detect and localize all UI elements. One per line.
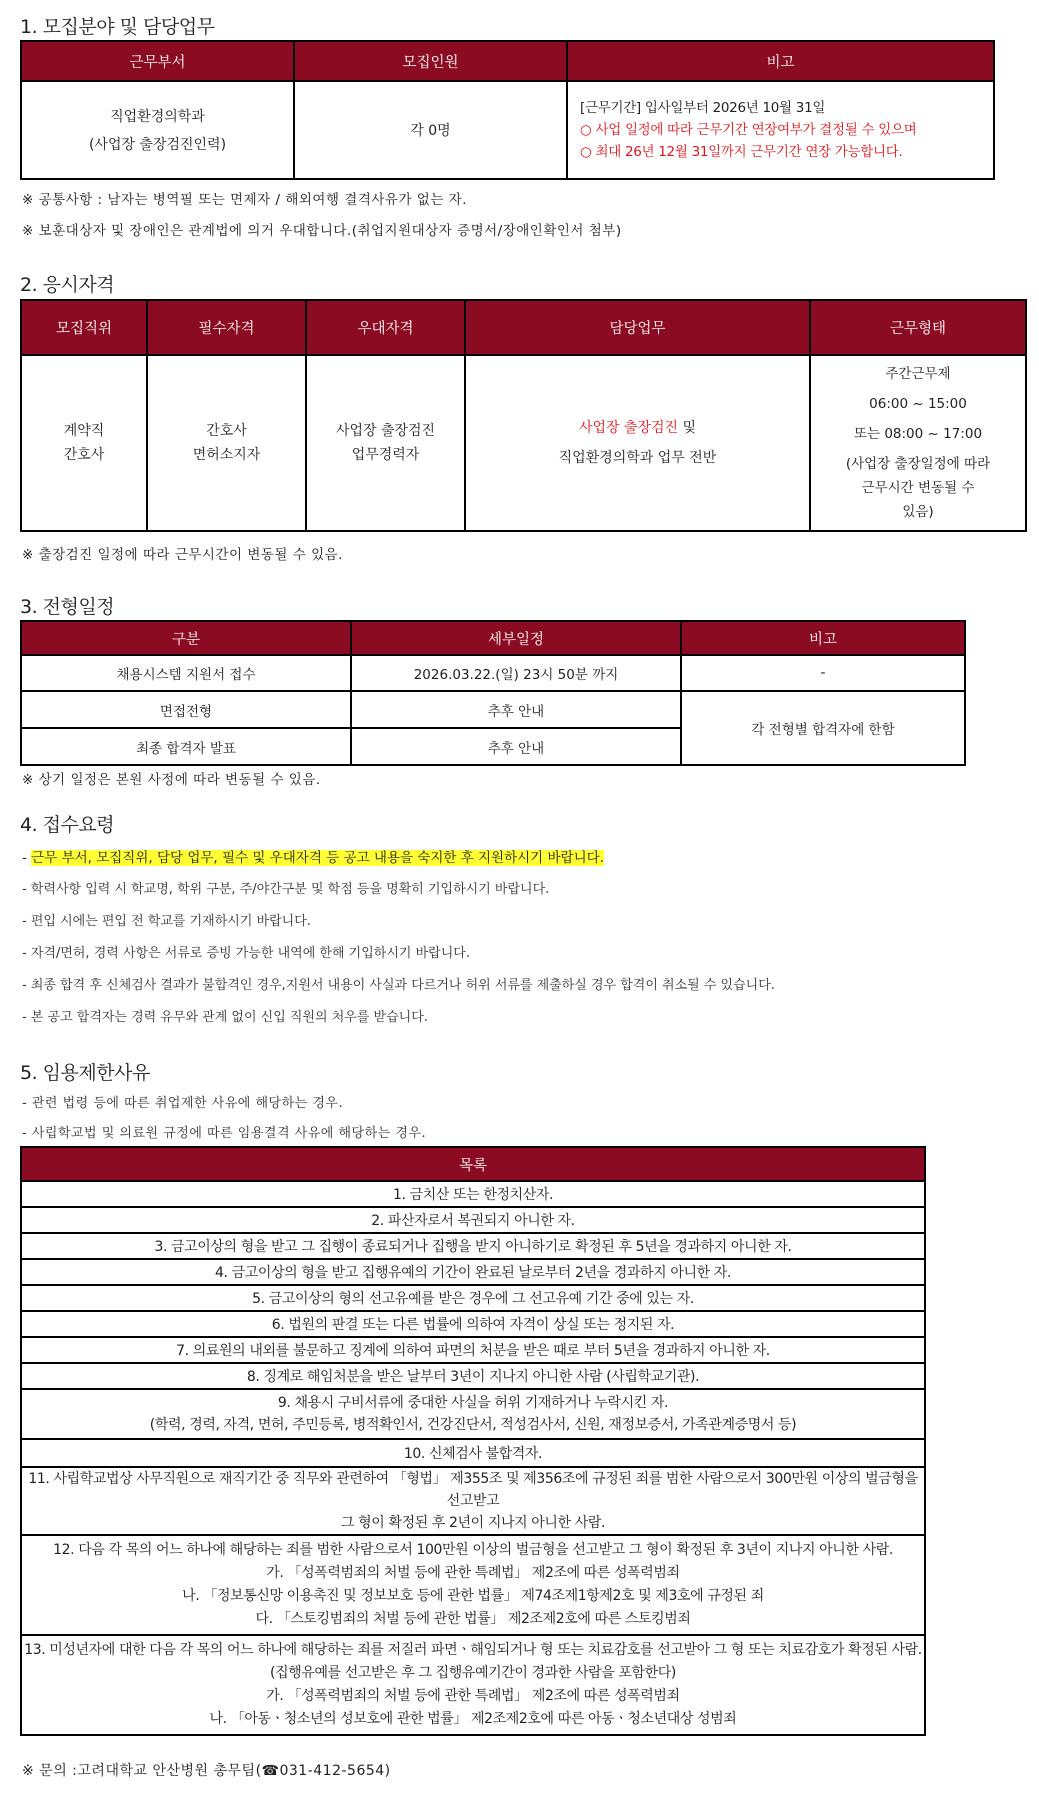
- list-item-3: 3. 금고이상의 형을 받고 그 집행이 종료되거나 집행을 받지 아니하기로 확정된 후 5년을 경과하지 아니한 자.: [21, 1233, 925, 1259]
- merged-remark: 각 전형별 합격자에 한함: [681, 691, 965, 765]
- list-item-2: 2. 파산자로서 복권되지 아니한 자.: [21, 1207, 925, 1233]
- highlight-dash: -: [22, 850, 32, 866]
- section2-table: [20, 299, 1027, 532]
- list-item-12: [21, 1535, 925, 1635]
- preferred-cell: [306, 355, 465, 531]
- list-item-12-line4: 다. 「스토킹범죄의 처벌 등에 관한 법률」 제2조제2호에 따른 스토킹범죄: [255, 1611, 691, 1627]
- list-item-11-line1: 11. 사립학교법상 사무직원으로 재직기간 중 직무와 관련하여 「형법」 제355조 및 제356조에 규정된 죄를 범한 사람으로서 300만원 이상의 벌금형을 선고받고: [28, 1471, 918, 1509]
- position-line1: 계약직: [63, 423, 105, 439]
- section5-intro1: - 관련 법령 등에 따른 취업제한 사유에 해당하는 경우.: [22, 1096, 344, 1111]
- position-line2: 간호사: [63, 447, 105, 463]
- col-header-remark3: 비고: [681, 621, 965, 655]
- col-header-position: 모집직위: [21, 300, 147, 355]
- section5-intro2: - 사립학교법 및 의료원 규정에 따른 임용결격 사유에 해당하는 경우.: [22, 1126, 427, 1141]
- highlight-text: 근무 부서, 모집직위, 담당 업무, 필수 및 우대자격 등 공고 내용을 숙지한 후 지원하시기 바랍니다.: [31, 850, 604, 866]
- section3-note: ※ 상기 일정은 본원 사정에 따라 변동될 수 있음.: [22, 772, 321, 788]
- remark-line3: ○ 최대 26년 12월 31일까지 근무기간 연장 가능합니다.: [580, 144, 903, 160]
- contact-info: ※ 문의 :고려대학교 안산병원 총무팀(☎031-412-5654): [22, 1763, 391, 1779]
- col-header-schedule: 세부일정: [351, 621, 681, 655]
- list-item-13: [21, 1635, 925, 1735]
- col-header-required: 필수자격: [147, 300, 306, 355]
- col-header-worktype: 근무형태: [810, 300, 1026, 355]
- work-line6: 있음): [902, 504, 934, 520]
- list-item-9-line1: 9. 채용시 구비서류에 중대한 사실을 허위 기재하거나 누락시킨 자.: [277, 1395, 669, 1411]
- section2-note: ※ 출장검진 일정에 따라 근무시간이 변동될 수 있음.: [22, 547, 343, 563]
- section5-title: 5. 임용제한사유: [20, 1062, 150, 1084]
- position-cell: [21, 355, 147, 531]
- list-item-1: 1. 금치산 또는 한정치산자.: [21, 1181, 925, 1207]
- restriction-list-table: [20, 1146, 926, 1736]
- row1-schedule: 2026.03.22.(일) 23시 50분 까지: [351, 655, 681, 691]
- row2-category: 면접전형: [21, 691, 351, 728]
- row1-category: 채용시스템 지원서 접수: [21, 655, 351, 691]
- duty-line1: [466, 413, 809, 443]
- required-line1: 간호사: [206, 423, 247, 439]
- list-header: 목록: [21, 1147, 925, 1181]
- section3-table: [20, 620, 966, 766]
- section1-note1: ※ 공통사항 : 남자는 병역필 또는 면제자 / 해외여행 결격사유가 없는 자.: [22, 192, 468, 208]
- list-item-6: 6. 법원의 판결 또는 다른 법률에 의하여 자격이 상실 또는 정지된 자.: [21, 1311, 925, 1337]
- list-item-4: 4. 금고이상의 형을 받고 집행유예의 기간이 완료된 날로부터 2년을 경과하지 아니한 자.: [21, 1259, 925, 1285]
- col-header-dept: 근무부서: [21, 41, 294, 81]
- list-item-13-line3: 가. 「성폭력범죄의 처벌 등에 관한 특례법」 제2조에 따른 성폭력범죄: [266, 1688, 680, 1704]
- row3-schedule: 추후 안내: [351, 728, 681, 765]
- duty-and-text: 및: [678, 420, 697, 436]
- preferred-line1: 사업장 출장검진: [335, 423, 436, 439]
- list-item-11-line2: 그 형이 확정된 후 2년이 지나지 아니한 사람.: [340, 1515, 606, 1531]
- work-line2: 06:00 ~ 15:00: [869, 396, 967, 412]
- count-cell: 각 0명: [294, 81, 567, 179]
- list-item-8: 8. 징계로 해임처분을 받은 날부터 3년이 지나지 아니한 사람 (사립학교기관).: [21, 1363, 925, 1389]
- col-header-remark: 비고: [567, 41, 994, 81]
- section4-item-1: - 학력사항 입력 시 학교명, 학위 구분, 주/야간구분 및 학점 등을 명확히 기입하시기 바랍니다.: [22, 882, 550, 897]
- section3-title: 3. 전형일정: [20, 596, 115, 618]
- section1-table: [20, 40, 995, 180]
- worktype-cell: [810, 355, 1026, 531]
- duty-cell: [465, 355, 810, 531]
- work-line4: (사업장 출장일정에 따라: [845, 456, 991, 472]
- work-line1: 주간근무제: [885, 366, 951, 382]
- remark-line2: ○ 사업 일정에 따라 근무기간 연장여부가 결정될 수 있으며: [580, 122, 917, 138]
- col-header-category: 구분: [21, 621, 351, 655]
- list-item-9-line2: (학력, 경력, 자격, 면허, 주민등록, 병적확인서, 건강진단서, 적성검사서, 신원, 재정보증서, 가족관계증명서 등): [149, 1417, 797, 1433]
- row1-remark: -: [681, 655, 965, 691]
- list-item-13-line2: (집행유예를 선고받은 후 그 집행유예기간이 경과한 사람을 포함한다): [270, 1665, 676, 1681]
- row2-schedule: 추후 안내: [351, 691, 681, 728]
- list-item-12-line1: 12. 다음 각 목의 어느 하나에 해당하는 죄를 범한 사람으로서 100만원 이상의 벌금형을 선고받고 그 형이 확정된 후 3년이 지나지 아니한 사람.: [53, 1542, 893, 1558]
- list-item-9: [21, 1389, 925, 1439]
- section4-item-3: - 자격/면허, 경력 사항은 서류로 증빙 가능한 내역에 한해 기입하시기 바랍니다.: [22, 946, 470, 961]
- list-item-7: 7. 의료원의 내외를 불문하고 징계에 의하여 파면의 처분을 받은 때로 부터 5년을 경과하지 아니한 자.: [21, 1337, 925, 1363]
- col-header-preferred: 우대자격: [306, 300, 465, 355]
- preferred-line2: 업무경력자: [351, 447, 420, 463]
- list-item-13-line4: 나. 「아동ㆍ청소년의 성보호에 관한 법률」 제2조제2호에 따른 아동ㆍ청소년대상 성범죄: [209, 1711, 737, 1727]
- section4-item-2: - 편입 시에는 편입 전 학교를 기재하시기 바랍니다.: [22, 914, 311, 929]
- list-item-5: 5. 금고이상의 형의 선고유예를 받은 경우에 그 선고유예 기간 중에 있는 자.: [21, 1285, 925, 1311]
- section1-title: 1. 모집분야 및 담당업무: [20, 16, 215, 38]
- remark-cell: [567, 81, 994, 179]
- dept-line1: 직업환경의학과: [110, 109, 205, 125]
- section1-note2: ※ 보훈대상자 및 장애인은 관계법에 의거 우대합니다.(취업지원대상자 증명서/장애인확인서 첨부): [22, 223, 622, 239]
- work-line3: 또는 08:00 ~ 17:00: [853, 426, 983, 442]
- col-header-count: 모집인원: [294, 41, 567, 81]
- duty-red-text: 사업장 출장검진: [578, 420, 679, 436]
- list-item-12-line2: 가. 「성폭력범죄의 처벌 등에 관한 특례법」 제2조에 따른 성폭력범죄: [266, 1565, 680, 1581]
- row3-category: 최종 합격자 발표: [21, 728, 351, 765]
- dept-cell: [21, 81, 294, 179]
- section2-title: 2. 응시자격: [20, 274, 115, 296]
- list-item-10: 10. 신체검사 불합격자.: [21, 1439, 925, 1467]
- list-item-11: [21, 1467, 925, 1535]
- col-header-duty: 담당업무: [465, 300, 810, 355]
- section4-highlight-line: [22, 846, 604, 866]
- section4-item-4: - 최종 합격 후 신체검사 결과가 불합격인 경우,지원서 내용이 사실과 다르거나 허위 서류를 제출하실 경우 합격이 취소될 수 있습니다.: [22, 978, 775, 993]
- section4-item-5: - 본 공고 합격자는 경력 유무와 관계 없이 신입 직원의 처우를 받습니다.: [22, 1010, 428, 1025]
- duty-line2: 직업환경의학과 업무 전반: [558, 450, 717, 466]
- required-cell: [147, 355, 306, 531]
- list-item-12-line3: 나. 「정보통신망 이용촉진 및 정보보호 등에 관한 법률」 제74조제1항제2호 및 제3호에 규정된 죄: [182, 1588, 764, 1604]
- required-line2: 면허소지자: [192, 447, 261, 463]
- list-item-13-line1: 13. 미성년자에 대한 다음 각 목의 어느 하나에 해당하는 죄를 저질러 파면ㆍ해임되거나 형 또는 치료감호를 선고받아 그 형 또는 치료감호가 확정된 사람.: [24, 1642, 922, 1658]
- remark-line1: [근무기간] 입사일부터 2026년 10월 31일: [580, 100, 826, 116]
- dept-line2: (사업장 출장검진인력): [88, 137, 227, 153]
- work-line5: 근무시간 변동될 수: [861, 480, 975, 496]
- section4-title: 4. 접수요령: [20, 814, 115, 836]
